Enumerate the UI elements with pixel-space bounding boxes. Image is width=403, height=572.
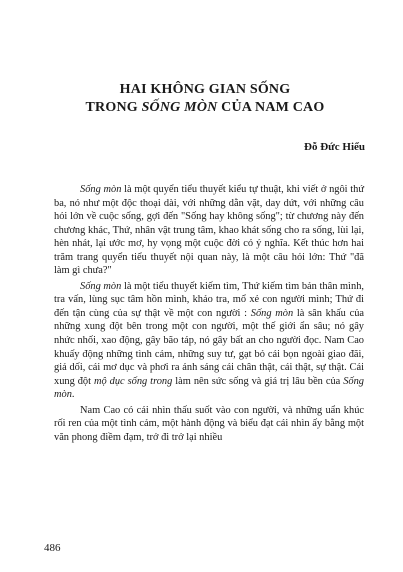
title-italic-work: SỐNG MÒN <box>141 100 218 115</box>
paragraph-text: là sân khấu của những xung đột bên trong một con người, một thế giới ẩn sâu; nó gây nhức nhối, xao động, gây bão táp, nó gây bất an cho người đọc. Nam Cao khuấy động những tình cảm, những suy tư, gạt bỏ cái bọn ngoài giao đãi, giả dối, cái mơ dục và phơi ra ánh sáng cái chân thật, cái thật, sự thật. Cái xung đột <box>54 307 364 387</box>
article-title-line2 <box>40 98 370 117</box>
paragraph-text: . <box>71 389 75 401</box>
paragraph-text: làm nên sức sống và giá trị lâu bền của <box>172 375 344 387</box>
paragraph-text: là một tiểu thuyết kiếm tìm, Thứ kiếm tìm bản thân mình, tra vấn, lùng sục tâm hồn mình, khảo tra, mổ xẻ con người mình; Thứ đi đến tận cùng của sự thật về một con người : <box>54 280 364 319</box>
italic-title-ref: Sống mòn <box>80 280 122 292</box>
page-number: 486 <box>44 542 61 554</box>
paragraph-2 <box>54 280 364 402</box>
article-title-line1: HAI KHÔNG GIAN SỐNG <box>119 82 291 97</box>
title-prefix: TRONG <box>85 100 142 115</box>
paragraph-1 <box>54 183 364 278</box>
paragraph-3 <box>54 404 364 445</box>
italic-title-ref: Sống mòn <box>250 307 294 319</box>
italic-title-ref: Sống mòn <box>54 375 364 401</box>
title-suffix: CỦA NAM CAO <box>217 100 325 115</box>
paragraph-text: là một quyển tiểu thuyết kiểu tự thuật, khi viết ở ngôi thứ ba, nó như một độc thoại dài, với những dằn vặt, day dứt, với những câu hỏi lớn về cuộc sống, gợi đến "Sống hay không sống"; từ chương này đến chương khác, Thứ, nhân vật trung tâm, khao khát sống cho ra sống, lùi lại, hèn nhát, lại ước mơ, hy vọng một cuộc đời có ý nghĩa. Kết thúc hơn hai trăm trang quyển tiểu thuyết nội quan này, là một câu hỏi lớn: Thứ "đã làm gì chưa?" <box>54 184 364 277</box>
article-body <box>54 183 364 444</box>
paragraph-text: Nam Cao có cái nhìn thấu suốt vào con người, và những uẩn khúc rối ren của một tình cảm, một hành động và biểu đạt cái nhìn ấy bằng một văn phong điềm đạm, trở đi trở lại nhiều <box>54 404 364 443</box>
author-name: Đỗ Đức Hiểu <box>304 141 365 153</box>
italic-phrase: mộ dục sống trong <box>93 375 173 387</box>
italic-title-ref: Sống mòn <box>80 184 122 195</box>
